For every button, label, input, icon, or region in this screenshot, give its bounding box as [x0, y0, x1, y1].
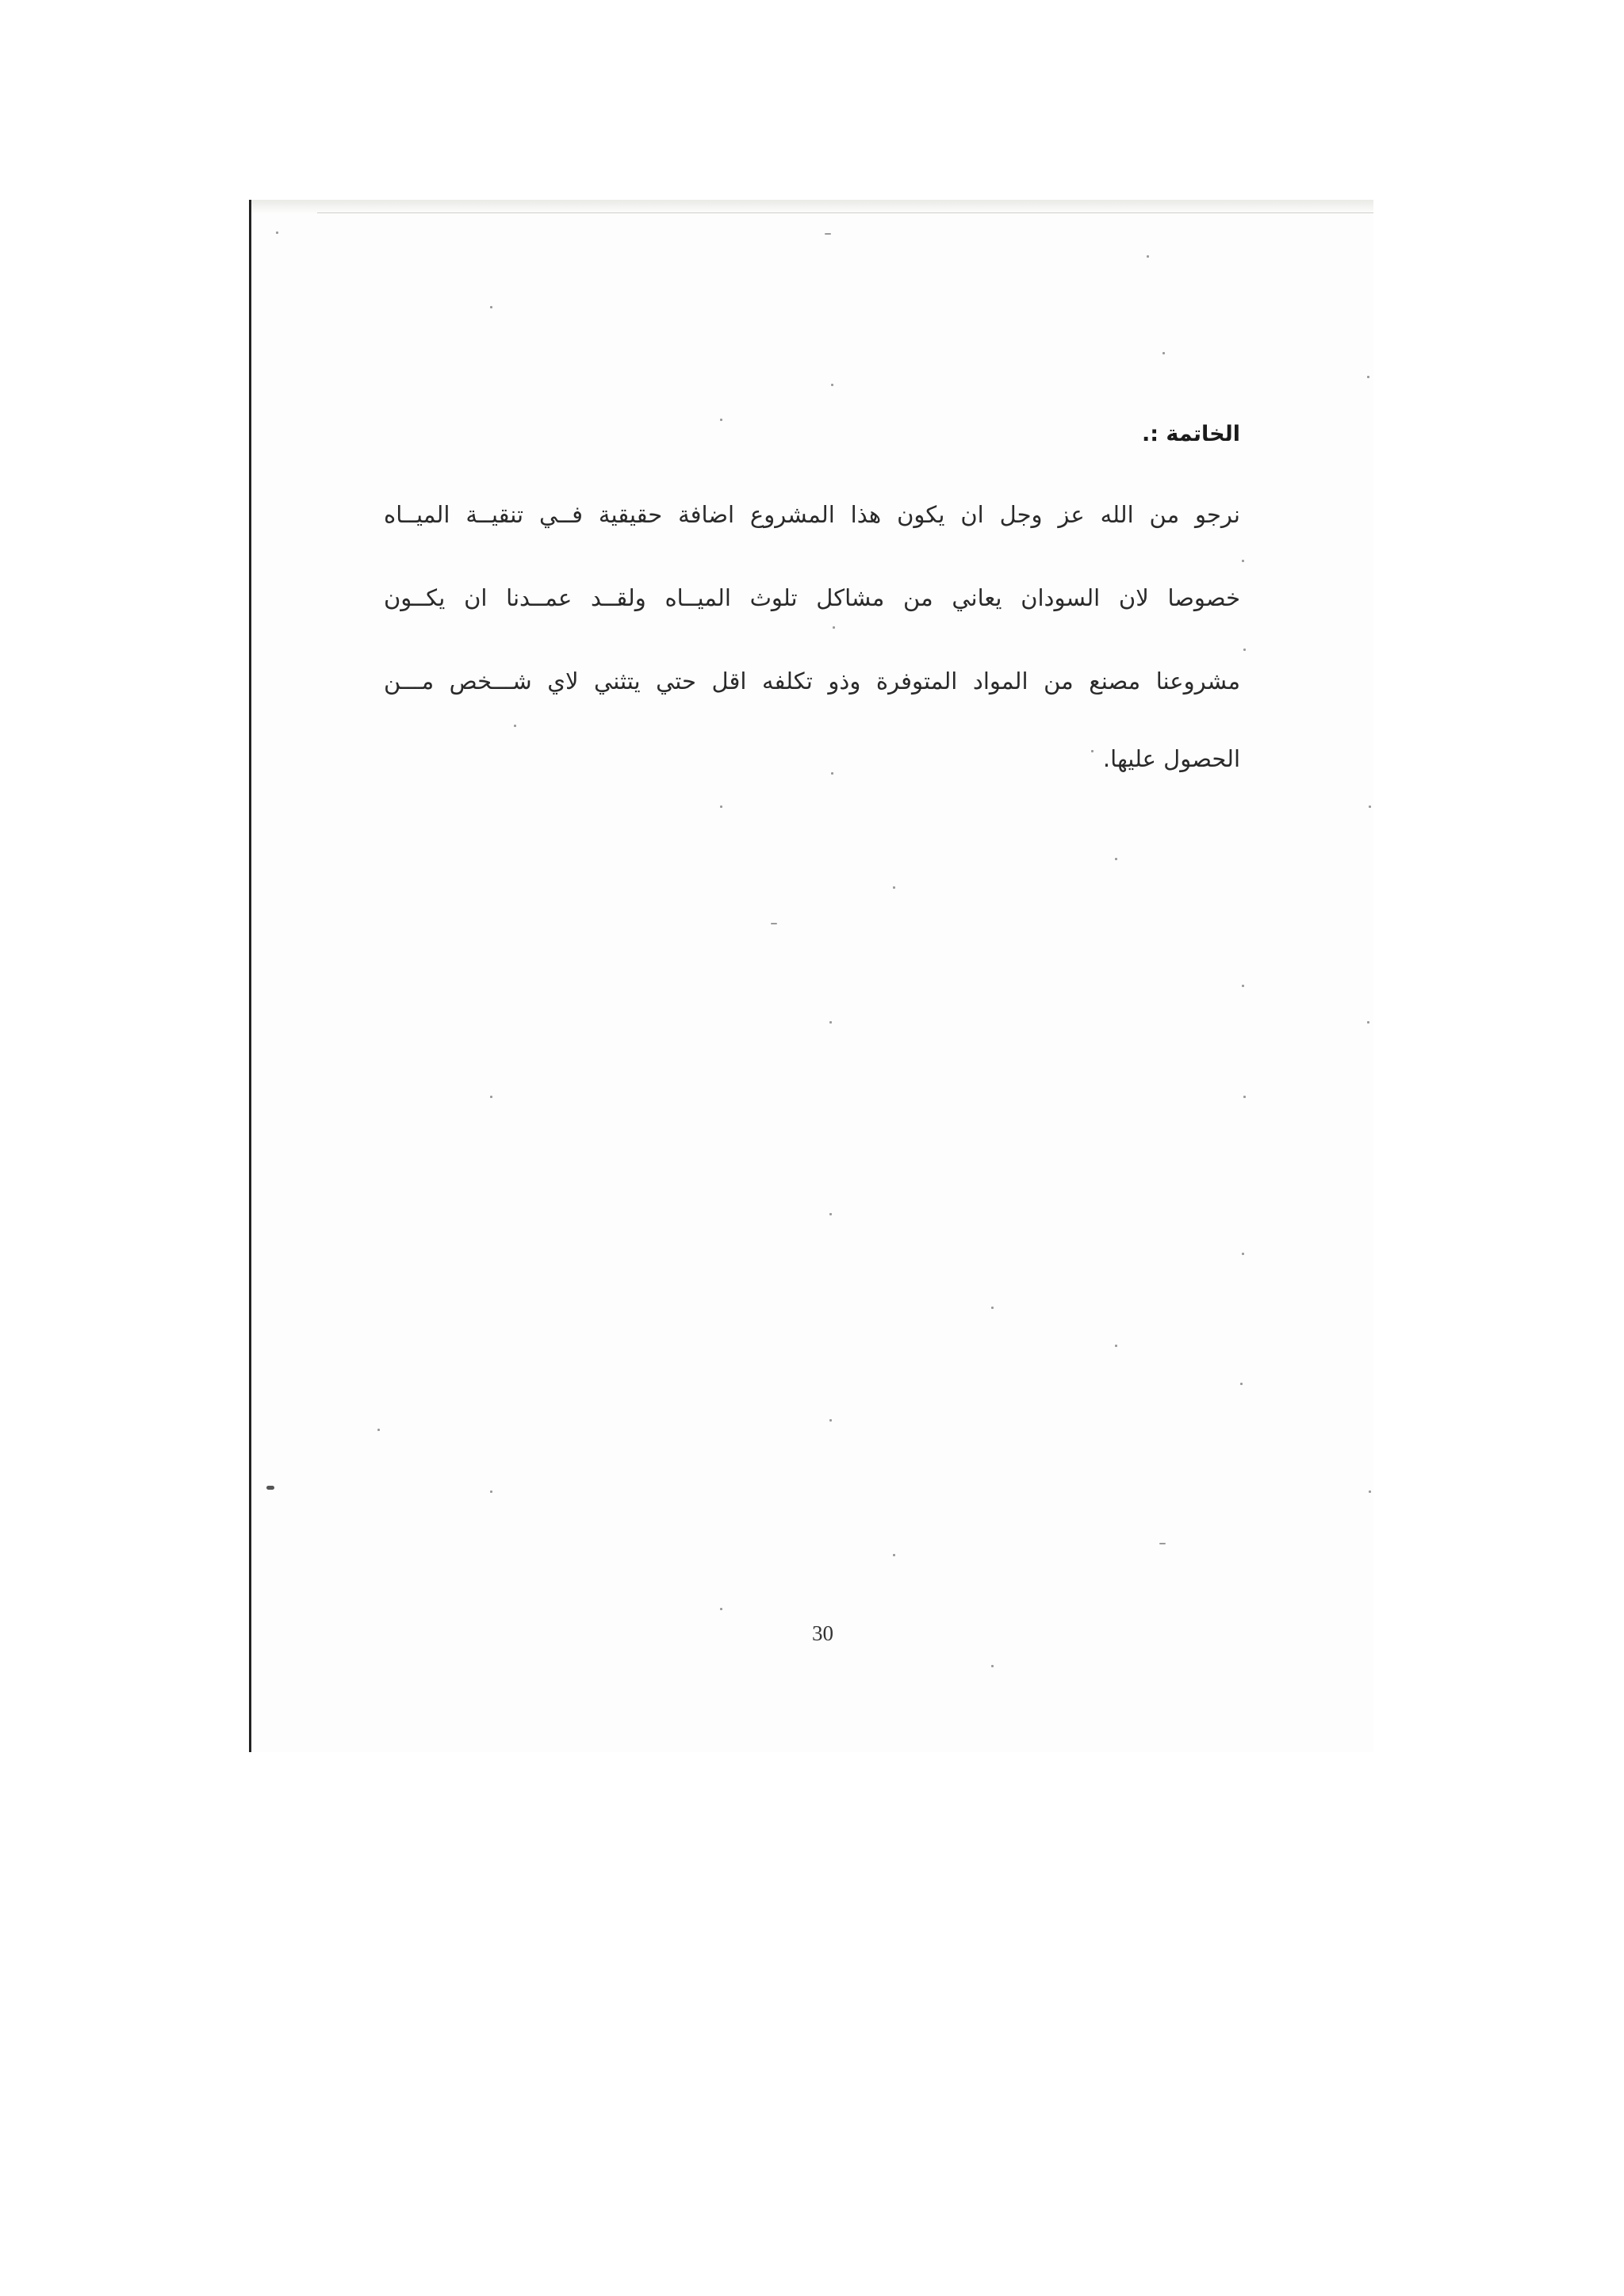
page-number: 30: [812, 1621, 833, 1645]
scan-speck: [831, 384, 833, 386]
paragraph-line-2: خصوصا لان السودان يعاني من مشاكل تلوث الميــاه ولقــد عمــدنا ان يكــون: [384, 584, 1240, 611]
scan-speck: [771, 923, 777, 924]
scan-speck: [720, 1608, 722, 1610]
scan-speck: [514, 725, 516, 727]
scan-speck: [1147, 255, 1149, 258]
paragraph-line-1: نرجو من الله عز وجل ان يكون هذا المشروع اضافة حقيقية فــي تنقيــة الميــاه: [384, 501, 1240, 528]
scan-speck: [1240, 1383, 1243, 1385]
scan-speck: [1242, 1253, 1244, 1255]
scan-speck: [829, 1213, 832, 1215]
scan-smudge: [266, 1486, 274, 1490]
scan-speck: [991, 1307, 994, 1309]
scan-speck: [1243, 1096, 1246, 1098]
scan-speck: [1115, 1345, 1117, 1347]
scan-speck: [490, 1096, 492, 1098]
scan-speck: [1367, 376, 1369, 378]
section-heading: الخاتمة :.: [1141, 422, 1240, 446]
scan-speck: [1367, 1021, 1369, 1024]
scan-speck: [276, 232, 278, 234]
scan-speck: [1369, 1490, 1371, 1493]
paper-left-edge: [249, 200, 251, 1752]
scan-speck: [490, 1490, 492, 1493]
paragraph-line-3: مشروعنا مصنع من المواد المتوفرة وذو تكلفه اقل حتي يتثني لاي شـــخص مـــن: [384, 668, 1240, 695]
scan-speck: [831, 772, 833, 775]
scan-speck: [829, 1419, 832, 1422]
scan-speck: [991, 1665, 994, 1667]
scan-speck: [1242, 985, 1244, 987]
scan-speck: [893, 886, 895, 889]
scan-speck: [1162, 352, 1165, 354]
scan-speck: [893, 1554, 895, 1556]
scan-speck: [490, 306, 492, 308]
scan-speck: [1115, 858, 1117, 860]
scan-speck: [829, 1021, 832, 1024]
scan-speck: [1369, 806, 1371, 808]
scan-speck: [1159, 1543, 1166, 1544]
scan-speck: [1243, 649, 1246, 651]
scan-speck: [377, 1429, 380, 1431]
paragraph-line-4: الحصول عليها.: [1102, 745, 1240, 772]
scan-speck: [825, 233, 831, 235]
scan-speck: [720, 419, 722, 421]
paper-top-rule: [317, 212, 1373, 213]
scan-speck: [833, 626, 835, 629]
scan-speck: [1242, 560, 1244, 562]
scan-speck: [720, 806, 722, 808]
